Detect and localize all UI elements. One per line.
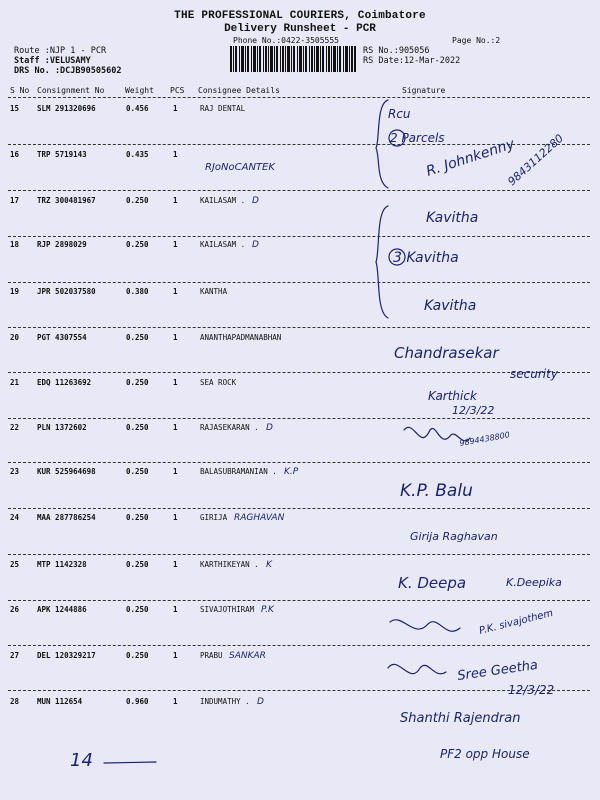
row-consignee-handwritten: D bbox=[252, 240, 259, 250]
row-sno: 21 bbox=[10, 378, 20, 387]
page-number: Page No.:2 bbox=[452, 36, 501, 45]
row-weight: 0.250 bbox=[126, 651, 149, 660]
row-sno: 15 bbox=[10, 104, 20, 113]
row-consignee: KANTHA bbox=[200, 287, 228, 296]
row-weight: 0.250 bbox=[126, 378, 149, 387]
sig-21-b: 12/3/22 bbox=[452, 404, 495, 417]
sig-27-a: Sree Geetha bbox=[456, 657, 539, 684]
scribble-27 bbox=[388, 664, 446, 673]
row-consignee: RAJASEKARAN . bbox=[200, 423, 259, 432]
row-sno: 27 bbox=[10, 651, 20, 660]
footer-count: 14 bbox=[70, 750, 93, 771]
brace-17-19 bbox=[376, 206, 388, 318]
row-sno: 18 bbox=[10, 240, 20, 249]
row-weight: 0.456 bbox=[126, 104, 149, 113]
row-sno: 20 bbox=[10, 333, 20, 342]
row-weight: 0.435 bbox=[126, 150, 149, 159]
drs-number: DRS No. :DCJB90505602 bbox=[14, 66, 122, 76]
rs-date: RS Date:12-Mar-2022 bbox=[363, 56, 461, 66]
sig-16-b: 9843112280 bbox=[505, 131, 567, 189]
row-consignee-handwritten: RAGHAVAN bbox=[234, 513, 285, 523]
row-weight: 0.250 bbox=[126, 467, 149, 476]
row-divider bbox=[8, 418, 590, 419]
row-divider bbox=[8, 508, 590, 509]
row-consignee-handwritten: K.P bbox=[284, 467, 299, 477]
row-pcs: 1 bbox=[173, 287, 178, 296]
row-consignment: RJP 2898029 bbox=[37, 240, 87, 249]
row-consignment: TRZ 300481967 bbox=[37, 196, 96, 205]
row-consignee: ANANTHAPADMANABHAN bbox=[200, 333, 282, 342]
row-consignee-handwritten: K bbox=[266, 560, 272, 570]
row-divider bbox=[8, 144, 590, 145]
row-pcs: 1 bbox=[173, 467, 178, 476]
row-consignee: PRABU bbox=[200, 651, 223, 660]
row-divider bbox=[8, 190, 590, 191]
row-sno: 23 bbox=[10, 467, 20, 476]
row-consignee: KARTHIKEYAN . bbox=[200, 560, 259, 569]
row-divider bbox=[8, 327, 590, 328]
row-weight: 0.380 bbox=[126, 287, 149, 296]
row-consignee-handwritten: D bbox=[252, 196, 259, 206]
row-pcs: 1 bbox=[173, 150, 178, 159]
sig-17: Kavitha bbox=[426, 210, 479, 226]
sig-20-a: Chandrasekar bbox=[394, 344, 499, 362]
row-consignee-handwritten: D bbox=[257, 697, 264, 707]
row-sno: 26 bbox=[10, 605, 20, 614]
row-sno: 28 bbox=[10, 697, 20, 706]
barcode bbox=[230, 46, 356, 72]
row-sno: 22 bbox=[10, 423, 20, 432]
col-weight: Weight bbox=[125, 86, 154, 95]
footer-dash bbox=[104, 762, 156, 763]
row-weight: 0.250 bbox=[126, 560, 149, 569]
sig-23: K.P. Balu bbox=[400, 481, 473, 501]
runsheet-title: Delivery Runsheet - PCR bbox=[224, 23, 376, 35]
row-weight: 0.250 bbox=[126, 605, 149, 614]
header-rule bbox=[8, 97, 590, 98]
row-consignee: GIRIJA bbox=[200, 513, 228, 522]
scribble-22 bbox=[404, 427, 470, 441]
row-weight: 0.250 bbox=[126, 333, 149, 342]
row-consignee-handwritten: RJoNoCANTEK bbox=[205, 162, 275, 173]
row-consignment: PGT 4307554 bbox=[37, 333, 87, 342]
row-consignee-handwritten: SANKAR bbox=[229, 651, 266, 661]
row-sno: 25 bbox=[10, 560, 20, 569]
row-consignment: SLM 291320696 bbox=[37, 104, 96, 113]
row-consignment: TRP 5719143 bbox=[37, 150, 87, 159]
row-sno: 24 bbox=[10, 513, 20, 522]
row-divider bbox=[8, 645, 590, 646]
row-pcs: 1 bbox=[173, 104, 178, 113]
row-sno: 16 bbox=[10, 150, 20, 159]
sig-15-a: Rcu bbox=[388, 107, 411, 121]
row-divider bbox=[8, 236, 590, 237]
row-consignee: SIVAJOTHIRAM bbox=[200, 605, 255, 614]
row-pcs: 1 bbox=[173, 423, 178, 432]
row-consignee: INDUMATHY . bbox=[200, 697, 250, 706]
row-consignment: EDQ 11263692 bbox=[37, 378, 92, 387]
sig-26: P.K. sivajothem bbox=[478, 607, 555, 637]
row-consignment: MTP 1142328 bbox=[37, 560, 87, 569]
row-consignee: BALASUBRAMANIAN . bbox=[200, 467, 277, 476]
row-sno: 19 bbox=[10, 287, 20, 296]
circle-18 bbox=[389, 249, 405, 265]
sig-24: Girija Raghavan bbox=[410, 530, 498, 543]
sig-28-a: Shanthi Rajendran bbox=[400, 711, 521, 726]
row-pcs: 1 bbox=[173, 333, 178, 342]
staff-label: Staff :VELUSAMY bbox=[14, 56, 91, 66]
row-pcs: 1 bbox=[173, 513, 178, 522]
sig-16-a: R. Johnkenny bbox=[424, 136, 517, 180]
row-weight: 0.250 bbox=[126, 513, 149, 522]
row-consignment: MUN 112654 bbox=[37, 697, 83, 706]
sig-28-b: PF2 opp House bbox=[440, 747, 530, 761]
sig-15-b: 2 Parcels bbox=[390, 131, 445, 145]
row-consignment: APK 1244886 bbox=[37, 605, 87, 614]
row-divider bbox=[8, 690, 590, 691]
route-label: Route :NJP 1 - PCR bbox=[14, 46, 107, 56]
row-divider bbox=[8, 462, 590, 463]
col-pcs: PCS bbox=[170, 86, 185, 95]
col-consignment: Consignment No bbox=[37, 86, 105, 95]
sig-18: 3 Kavitha bbox=[393, 250, 459, 266]
row-pcs: 1 bbox=[173, 651, 178, 660]
row-sno: 17 bbox=[10, 196, 20, 205]
row-divider bbox=[8, 600, 590, 601]
row-weight: 0.250 bbox=[126, 240, 149, 249]
row-consignment: JPR 502037580 bbox=[37, 287, 96, 296]
row-consignee: RAJ DENTAL bbox=[200, 104, 246, 113]
row-consignee: KAILASAM . bbox=[200, 196, 246, 205]
row-pcs: 1 bbox=[173, 560, 178, 569]
scribble-26 bbox=[390, 620, 460, 631]
sig-21-a: Karthick bbox=[428, 389, 477, 403]
sig-19: Kavitha bbox=[424, 298, 477, 314]
rs-number: RS No.:905056 bbox=[363, 46, 430, 56]
row-pcs: 1 bbox=[173, 697, 178, 706]
row-weight: 0.960 bbox=[126, 697, 149, 706]
row-consignment: PLN 1372602 bbox=[37, 423, 87, 432]
row-consignee-handwritten: D bbox=[266, 423, 273, 433]
phone-number: Phone No.:0422-3505555 bbox=[233, 36, 339, 45]
sig-22: 9894438800 bbox=[458, 430, 511, 448]
row-divider bbox=[8, 372, 590, 373]
sig-27-b: 12/3/22 bbox=[508, 683, 555, 697]
row-consignment: DEL 120329217 bbox=[37, 651, 96, 660]
row-consignee: KAILASAM . bbox=[200, 240, 246, 249]
col-signature: Signature bbox=[402, 86, 446, 95]
row-pcs: 1 bbox=[173, 196, 178, 205]
row-consignee: SEA ROCK bbox=[200, 378, 237, 387]
sig-25-a: K. Deepa bbox=[398, 574, 467, 592]
sig-20-b: security bbox=[510, 367, 558, 381]
row-weight: 0.250 bbox=[126, 196, 149, 205]
company-title: THE PROFESSIONAL COURIERS, Coimbatore bbox=[174, 10, 426, 22]
col-consignee: Consignee Details bbox=[198, 86, 280, 95]
row-consignment: KUR 525964698 bbox=[37, 467, 96, 476]
row-consignment: MAA 287786254 bbox=[37, 513, 96, 522]
row-consignee-handwritten: P.K bbox=[261, 605, 274, 615]
row-pcs: 1 bbox=[173, 605, 178, 614]
row-divider bbox=[8, 554, 590, 555]
sig-25-b: K.Deepika bbox=[506, 576, 562, 589]
row-pcs: 1 bbox=[173, 378, 178, 387]
row-pcs: 1 bbox=[173, 240, 178, 249]
col-sno: S No bbox=[10, 86, 30, 95]
row-weight: 0.250 bbox=[126, 423, 149, 432]
row-divider bbox=[8, 282, 590, 283]
